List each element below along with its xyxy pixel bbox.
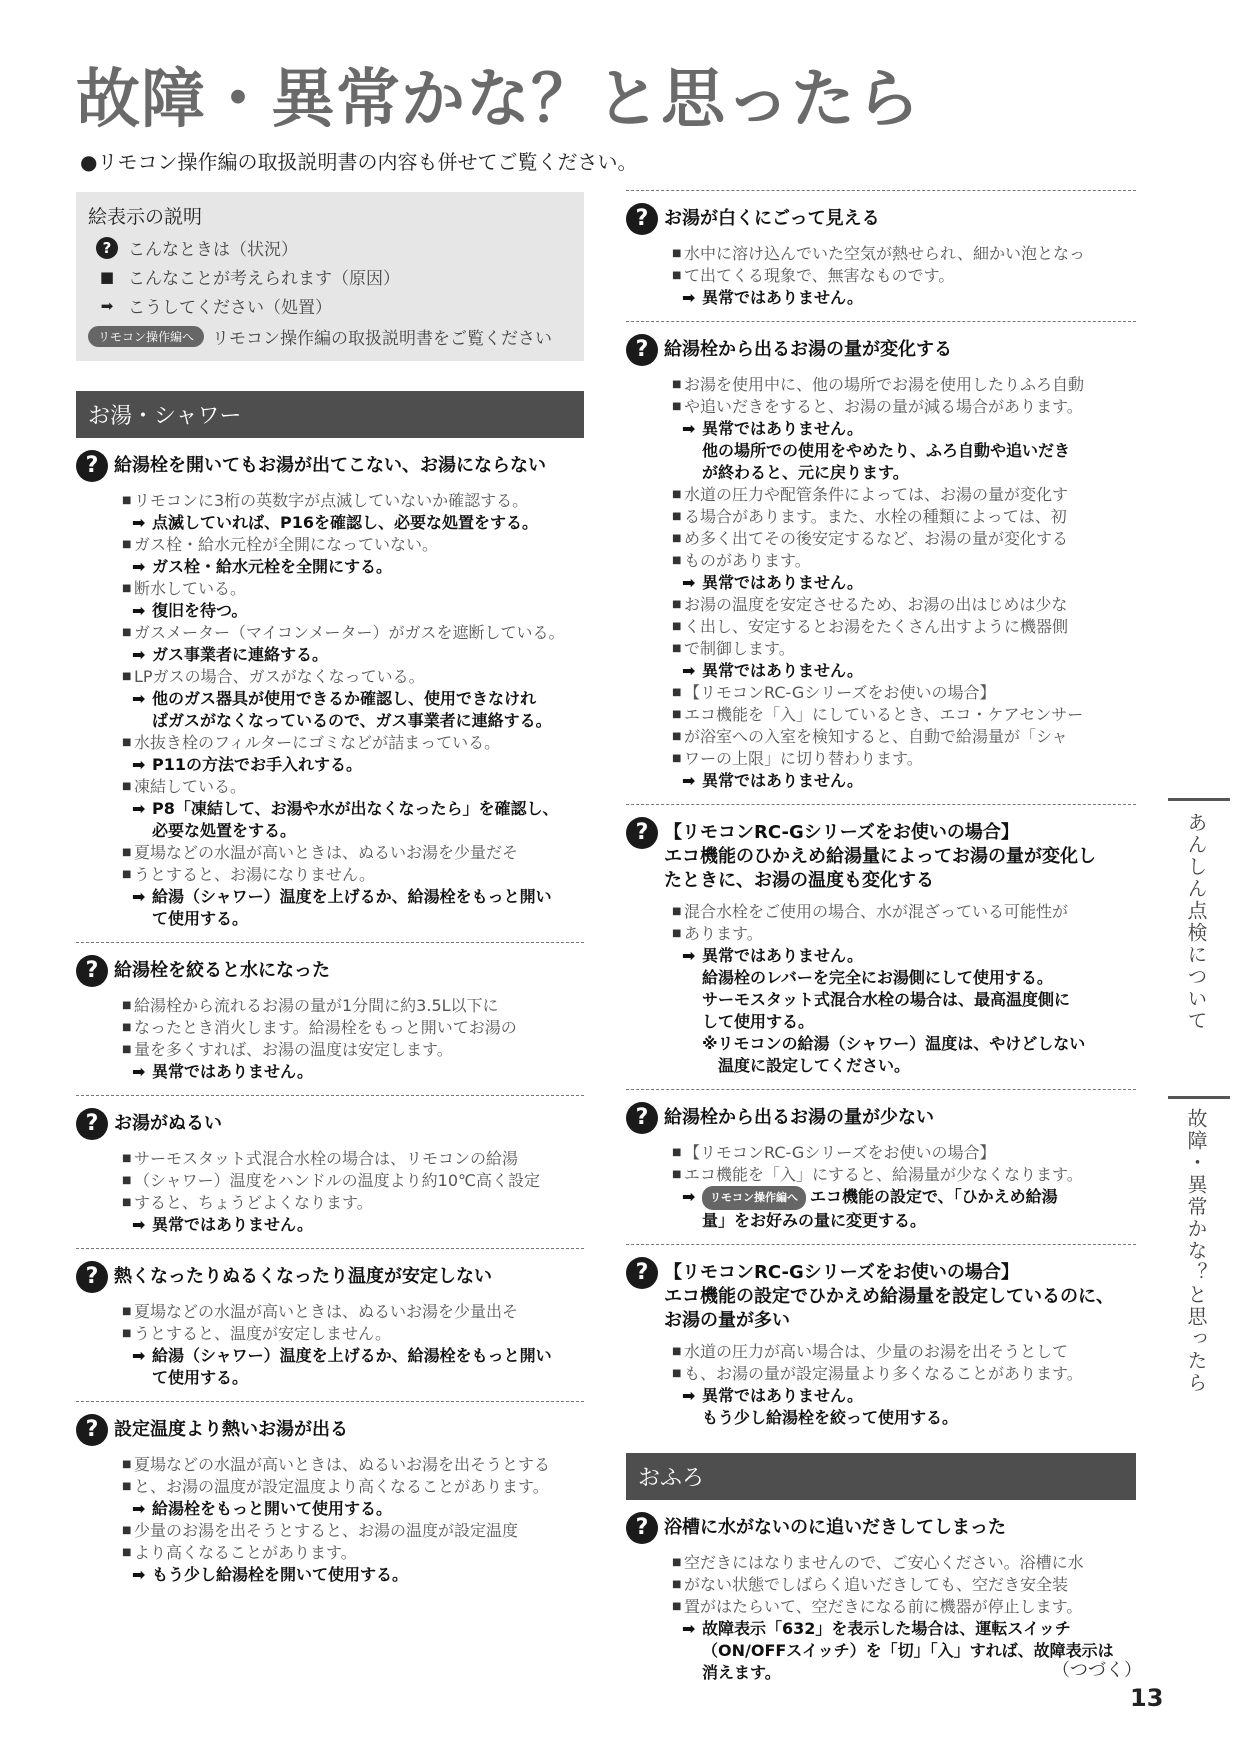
- arrow-right-icon: ➡: [682, 1187, 696, 1206]
- cause-text: ■ 水道の圧力が高い場合は、少量のお湯を出そうとして: [672, 1341, 1136, 1363]
- action-text: ➡ 給湯（シャワー）温度を上げるか、給湯栓をもっと開い: [132, 887, 552, 906]
- question-icon: ?: [76, 450, 108, 482]
- question-icon: ?: [626, 1257, 658, 1289]
- legend-action: ➡ こうしてください（処置）: [96, 293, 572, 318]
- cause-text-cont: ■ より高くなることがあります。: [122, 1542, 584, 1564]
- cause-text: ■ 【リモコンRC-Gシリーズをお使いの場合】: [672, 1142, 1136, 1164]
- cause-text: ■ お湯の温度を安定させるため、お湯の出はじめは少な: [672, 594, 1136, 616]
- legend-box: [76, 192, 584, 361]
- action-text-cont: て使用する。: [152, 909, 249, 928]
- question-title: お湯がぬるい: [114, 1113, 222, 1134]
- cause-text: ■ ガス栓・給水元栓が全開になっていない。: [122, 534, 584, 556]
- question-icon: ?: [76, 1261, 108, 1293]
- action-text: ➡ 異常ではありません。: [682, 661, 863, 680]
- qa-lukewarm: [76, 1108, 584, 1249]
- qa-low-flow: [626, 1102, 1136, 1245]
- arrow-right-icon: ➡: [682, 419, 696, 438]
- question-title: お湯が白くにごって見える: [664, 208, 880, 229]
- qa-water-when-narrowed: [76, 955, 584, 1096]
- section-shower: お湯・シャワー: [76, 391, 584, 438]
- action-text: ➡ リモコン操作編へ エコ機能の設定で、「ひかえめ給湯: [672, 1186, 1136, 1210]
- action-note-cont: 温度に設定してください。: [718, 1056, 911, 1075]
- action-text: ➡ ガス栓・給水元栓を全開にする。: [132, 557, 393, 576]
- action-note: ※リモコンの給湯（シャワー）温度は、やけどしない: [702, 1034, 1086, 1053]
- question-title: 【リモコンRC-Gシリーズをお使いの場合】 エコ機能のひかえめ給湯量によってお湯の量が変化し たときに、お湯の温度も変化する: [664, 822, 1096, 891]
- qa-cloudy-water: [626, 203, 1136, 322]
- left-column: [76, 188, 584, 1610]
- action-text: ➡ 異常ではありません。: [682, 946, 863, 965]
- qa-hotter-than-set: [76, 1414, 584, 1598]
- side-tab-inspection[interactable]: あんしん点検について: [1184, 812, 1208, 1032]
- arrow-right-icon: ➡: [682, 1386, 696, 1405]
- arrow-right-icon: ➡: [682, 946, 696, 965]
- cause-text-cont: ■ と、お湯の温度が設定温度より高くなることがあります。: [122, 1476, 584, 1498]
- cause-text-cont: ■ め多く出てその後安定するなど、お湯の量が変化する: [672, 528, 1136, 550]
- action-text: ➡ ガス事業者に連絡する。: [132, 645, 329, 664]
- action-text-cont: サーモスタット式混合水栓の場合は、最高温度側に: [702, 990, 1071, 1009]
- action-text-cont: て使用する。: [152, 1368, 249, 1387]
- action-text: ➡ 異常ではありません。: [682, 573, 863, 592]
- question-icon: ?: [76, 955, 108, 987]
- remote-manual-badge: リモコン操作編へ: [88, 326, 204, 347]
- arrow-right-icon: ➡: [132, 557, 146, 576]
- legend-cause: ■ こんなことが考えられます（原因）: [96, 264, 572, 289]
- question-icon: ?: [626, 1512, 658, 1544]
- arrow-right-icon: ➡: [682, 288, 696, 307]
- cause-text: ■ LPガスの場合、ガスがなくなっている。: [122, 666, 584, 688]
- cause-text-cont: ■ エコ機能を「入」にすると、給湯量が少なくなります。: [672, 1164, 1136, 1186]
- question-icon: ?: [626, 203, 658, 235]
- question-icon: ?: [626, 1102, 658, 1134]
- action-text-cont: 消えます。: [702, 1663, 781, 1682]
- action-text: ➡ 復旧を待つ。: [132, 601, 248, 620]
- question-icon: ?: [626, 817, 658, 849]
- question-icon: ?: [96, 237, 118, 259]
- qa-eco-flow-high: [626, 1257, 1136, 1441]
- page-number: 13: [1130, 1684, 1164, 1712]
- cause-text-cont: ■ あります。: [672, 923, 1136, 945]
- cause-text-cont: ■ （シャワー）温度をハンドルの温度より約10℃高く設定: [122, 1170, 584, 1192]
- legend-title: 絵表示の説明: [88, 206, 203, 228]
- qa-eco-temp-change: [626, 817, 1136, 1090]
- cause-text: ■ 凍結している。: [122, 776, 584, 798]
- arrow-right-icon: ➡: [132, 513, 146, 532]
- cause-text-cont: ■ 置がはたらいて、空だきになる前に機器が停止します。: [672, 1596, 1136, 1618]
- cause-text: ■ サーモスタット式混合水栓の場合は、リモコンの給湯: [122, 1148, 584, 1170]
- action-text: ➡ P11の方法でお手入れする。: [132, 755, 362, 774]
- action-text: ➡ 故障表示「632」を表示した場合は、運転スイッチ: [682, 1619, 1071, 1638]
- action-text-cont: 量」をお好みの量に変更する。: [702, 1211, 927, 1230]
- action-text: ➡ 異常ではありません。: [132, 1215, 313, 1234]
- cause-text: ■ ガスメーター（マイコンメーター）がガスを遮断している。: [122, 622, 584, 644]
- arrow-right-icon: ➡: [132, 601, 146, 620]
- legend-remote-ref: リモコン操作編へ リモコン操作編の取扱説明書をご覧ください: [88, 324, 572, 349]
- cause-text-cont: ■ も、お湯の量が設定湯量より多くなることがあります。: [672, 1363, 1136, 1385]
- cause-text: ■ 夏場などの水温が高いときは、ぬるいお湯を少量だそ: [122, 842, 584, 864]
- action-text: ➡ 異常ではありません。: [682, 771, 863, 790]
- cause-text: ■ リモコンに3桁の英数字が点滅していないか確認する。: [122, 490, 584, 512]
- action-text-cont: が終わると、元に戻ります。: [702, 463, 909, 482]
- cause-text-cont: ■ や追いだきをすると、お湯の量が減る場合があります。: [672, 396, 1136, 418]
- remote-manual-badge: リモコン操作編へ: [702, 1186, 806, 1210]
- question-icon: ?: [76, 1414, 108, 1446]
- arrow-right-icon: ➡: [132, 645, 146, 664]
- cause-text-cont: ■ で制御します。: [672, 638, 1136, 660]
- cause-text-cont: ■ うとすると、お湯になりません。: [122, 864, 584, 886]
- question-icon: ?: [626, 334, 658, 366]
- arrow-right-icon: ➡: [682, 771, 696, 790]
- qa-no-hot-water: [76, 450, 584, 943]
- action-text: ➡ 点滅していれば、P16を確認し、必要な処置をする。: [132, 513, 538, 532]
- question-title: 【リモコンRC-Gシリーズをお使いの場合】 エコ機能の設定でひかえめ給湯量を設定しているのに、 お湯の量が多い: [664, 1262, 1114, 1331]
- arrow-right-icon: ➡: [132, 1062, 146, 1081]
- action-text-cont: ばガスがなくなっているので、ガス事業者に連絡する。: [152, 711, 552, 730]
- action-text: ➡ 異常ではありません。: [682, 419, 863, 438]
- arrow-right-icon: ➡: [132, 755, 146, 774]
- cause-text: ■ 【リモコンRC-Gシリーズをお使いの場合】: [672, 682, 1136, 704]
- cause-text-cont: ■ エコ機能を「入」にしているとき、エコ・ケアセンサー: [672, 704, 1136, 726]
- action-text: ➡ 給湯栓をもっと開いて使用する。: [132, 1499, 393, 1518]
- cause-text-cont: ■ ものがあります。: [672, 550, 1136, 572]
- question-title: 熱くなったりぬるくなったり温度が安定しない: [114, 1266, 492, 1287]
- square-bullet-icon: ■: [99, 267, 115, 286]
- cause-text: ■ 夏場などの水温が高いときは、ぬるいお湯を出そうとする: [122, 1454, 584, 1476]
- top-divider: [626, 190, 1136, 203]
- action-text-cont: 他の場所での使用をやめたり、ふろ自動や追いだき: [702, 441, 1071, 460]
- right-column: [626, 190, 1136, 1708]
- question-title: 給湯栓を開いてもお湯が出てこない、お湯にならない: [114, 455, 546, 476]
- cause-text: ■ 給湯栓から流れるお湯の量が1分間に約3.5L以下に: [122, 995, 584, 1017]
- continued-label: （つづく）: [1052, 1660, 1142, 1681]
- cause-text-cont: ■ 量を多くすれば、お湯の温度は安定します。: [122, 1039, 584, 1061]
- arrow-right-icon: ➡: [132, 689, 146, 708]
- arrow-right-icon: ➡: [132, 1565, 146, 1584]
- cause-text: ■ 水抜き栓のフィルターにゴミなどが詰まっている。: [122, 732, 584, 754]
- legend-situation: ? こんなときは（状況）: [96, 235, 572, 260]
- action-text-cont: （ON/OFFスイッチ）を「切」「入」すれば、故障表示は: [702, 1641, 1114, 1660]
- arrow-right-icon: ➡: [132, 887, 146, 906]
- cause-text: ■ お湯を使用中に、他の場所でお湯を使用したりふろ自動: [672, 374, 1136, 396]
- arrow-right-icon: ➡: [132, 1346, 146, 1365]
- cause-text: ■ 夏場などの水温が高いときは、ぬるいお湯を少量出そ: [122, 1301, 584, 1323]
- arrow-right-icon: ➡: [132, 1499, 146, 1518]
- cause-text-cont: ■ が浴室への入室を検知すると、自動で給湯量が「シャ: [672, 726, 1136, 748]
- cause-text: ■ 空だきにはなりませんので、ご安心ください。浴槽に水: [672, 1552, 1136, 1574]
- page-title: 故障・異常かな？と思ったら: [76, 63, 921, 137]
- cause-text-cont: ■ すると、ちょうどよくなります。: [122, 1192, 584, 1214]
- cause-text-cont: ■ うとすると、温度が安定しません。: [122, 1323, 584, 1345]
- cause-text: ■ 水中に溶け込んでいた空気が熱せられ、細かい泡となっ: [672, 243, 1136, 265]
- arrow-right-icon: ➡: [132, 799, 146, 818]
- question-title: 給湯栓から出るお湯の量が少ない: [664, 1107, 934, 1128]
- cause-text: ■ 少量のお湯を出そうとすると、お湯の温度が設定温度: [122, 1520, 584, 1542]
- side-tab-rule: [1168, 798, 1230, 801]
- arrow-right-icon: ➡: [132, 1215, 146, 1234]
- question-title: 給湯栓から出るお湯の量が変化する: [664, 339, 952, 360]
- action-text: ➡ 異常ではありません。: [132, 1062, 313, 1081]
- action-text: ➡ 異常ではありません。: [682, 288, 863, 307]
- section-bath: おふろ: [626, 1453, 1136, 1500]
- cause-text-cont: ■ なったとき消火します。給湯栓をもっと開いてお湯の: [122, 1017, 584, 1039]
- action-text-cont: もう少し給湯栓を絞って使用する。: [702, 1408, 959, 1427]
- arrow-right-icon: ➡: [682, 1619, 696, 1638]
- intro-note: ●リモコン操作編の取扱説明書の内容も併せてご覧ください。: [80, 150, 638, 174]
- cause-text-cont: ■ て出てくる現象で、無害なものです。: [672, 265, 1136, 287]
- action-text: ➡ 他のガス器具が使用できるか確認し、使用できなけれ: [132, 689, 537, 708]
- side-tab-troubleshooting[interactable]: 故障・異常かな？と思ったら: [1184, 1108, 1208, 1394]
- question-title: 浴槽に水がないのに追いだきしてしまった: [664, 1517, 1006, 1538]
- action-text: ➡ 給湯（シャワー）温度を上げるか、給湯栓をもっと開い: [132, 1346, 552, 1365]
- cause-text: ■ 水道の圧力や配管条件によっては、お湯の量が変化す: [672, 484, 1136, 506]
- arrow-right-icon: ➡: [682, 661, 696, 680]
- action-text-cont: して使用する。: [702, 1012, 815, 1031]
- action-text: ➡ P8「凍結して、お湯や水が出なくなったら」を確認し、: [132, 799, 559, 818]
- cause-text-cont: ■ ワーの上限」に切り替わります。: [672, 748, 1136, 770]
- cause-text-cont: ■ る場合があります。また、水栓の種類によっては、初: [672, 506, 1136, 528]
- side-tab-rule: [1168, 1096, 1230, 1099]
- cause-text-cont: ■ がない状態でしばらく追いだきしても、空だき安全装: [672, 1574, 1136, 1596]
- action-text-cont: 給湯栓のレバーを完全にお湯側にして使用する。: [702, 968, 1053, 987]
- arrow-right-icon: ➡: [682, 573, 696, 592]
- qa-flow-changes: [626, 334, 1136, 805]
- question-title: 給湯栓を絞ると水になった: [114, 960, 330, 981]
- action-text: ➡ 異常ではありません。: [682, 1386, 863, 1405]
- action-text: ➡ もう少し給湯栓を開いて使用する。: [132, 1565, 409, 1584]
- action-text-cont: 必要な処置をする。: [152, 821, 297, 840]
- cause-text: ■ 断水している。: [122, 578, 584, 600]
- question-icon: ?: [76, 1108, 108, 1140]
- cause-text-cont: ■ く出し、安定するとお湯をたくさん出すように機器側: [672, 616, 1136, 638]
- cause-text: ■ 混合水栓をご使用の場合、水が混ざっている可能性が: [672, 901, 1136, 923]
- arrow-right-icon: ➡: [100, 296, 114, 315]
- qa-unstable-temp: [76, 1261, 584, 1402]
- question-title: 設定温度より熱いお湯が出る: [114, 1419, 348, 1440]
